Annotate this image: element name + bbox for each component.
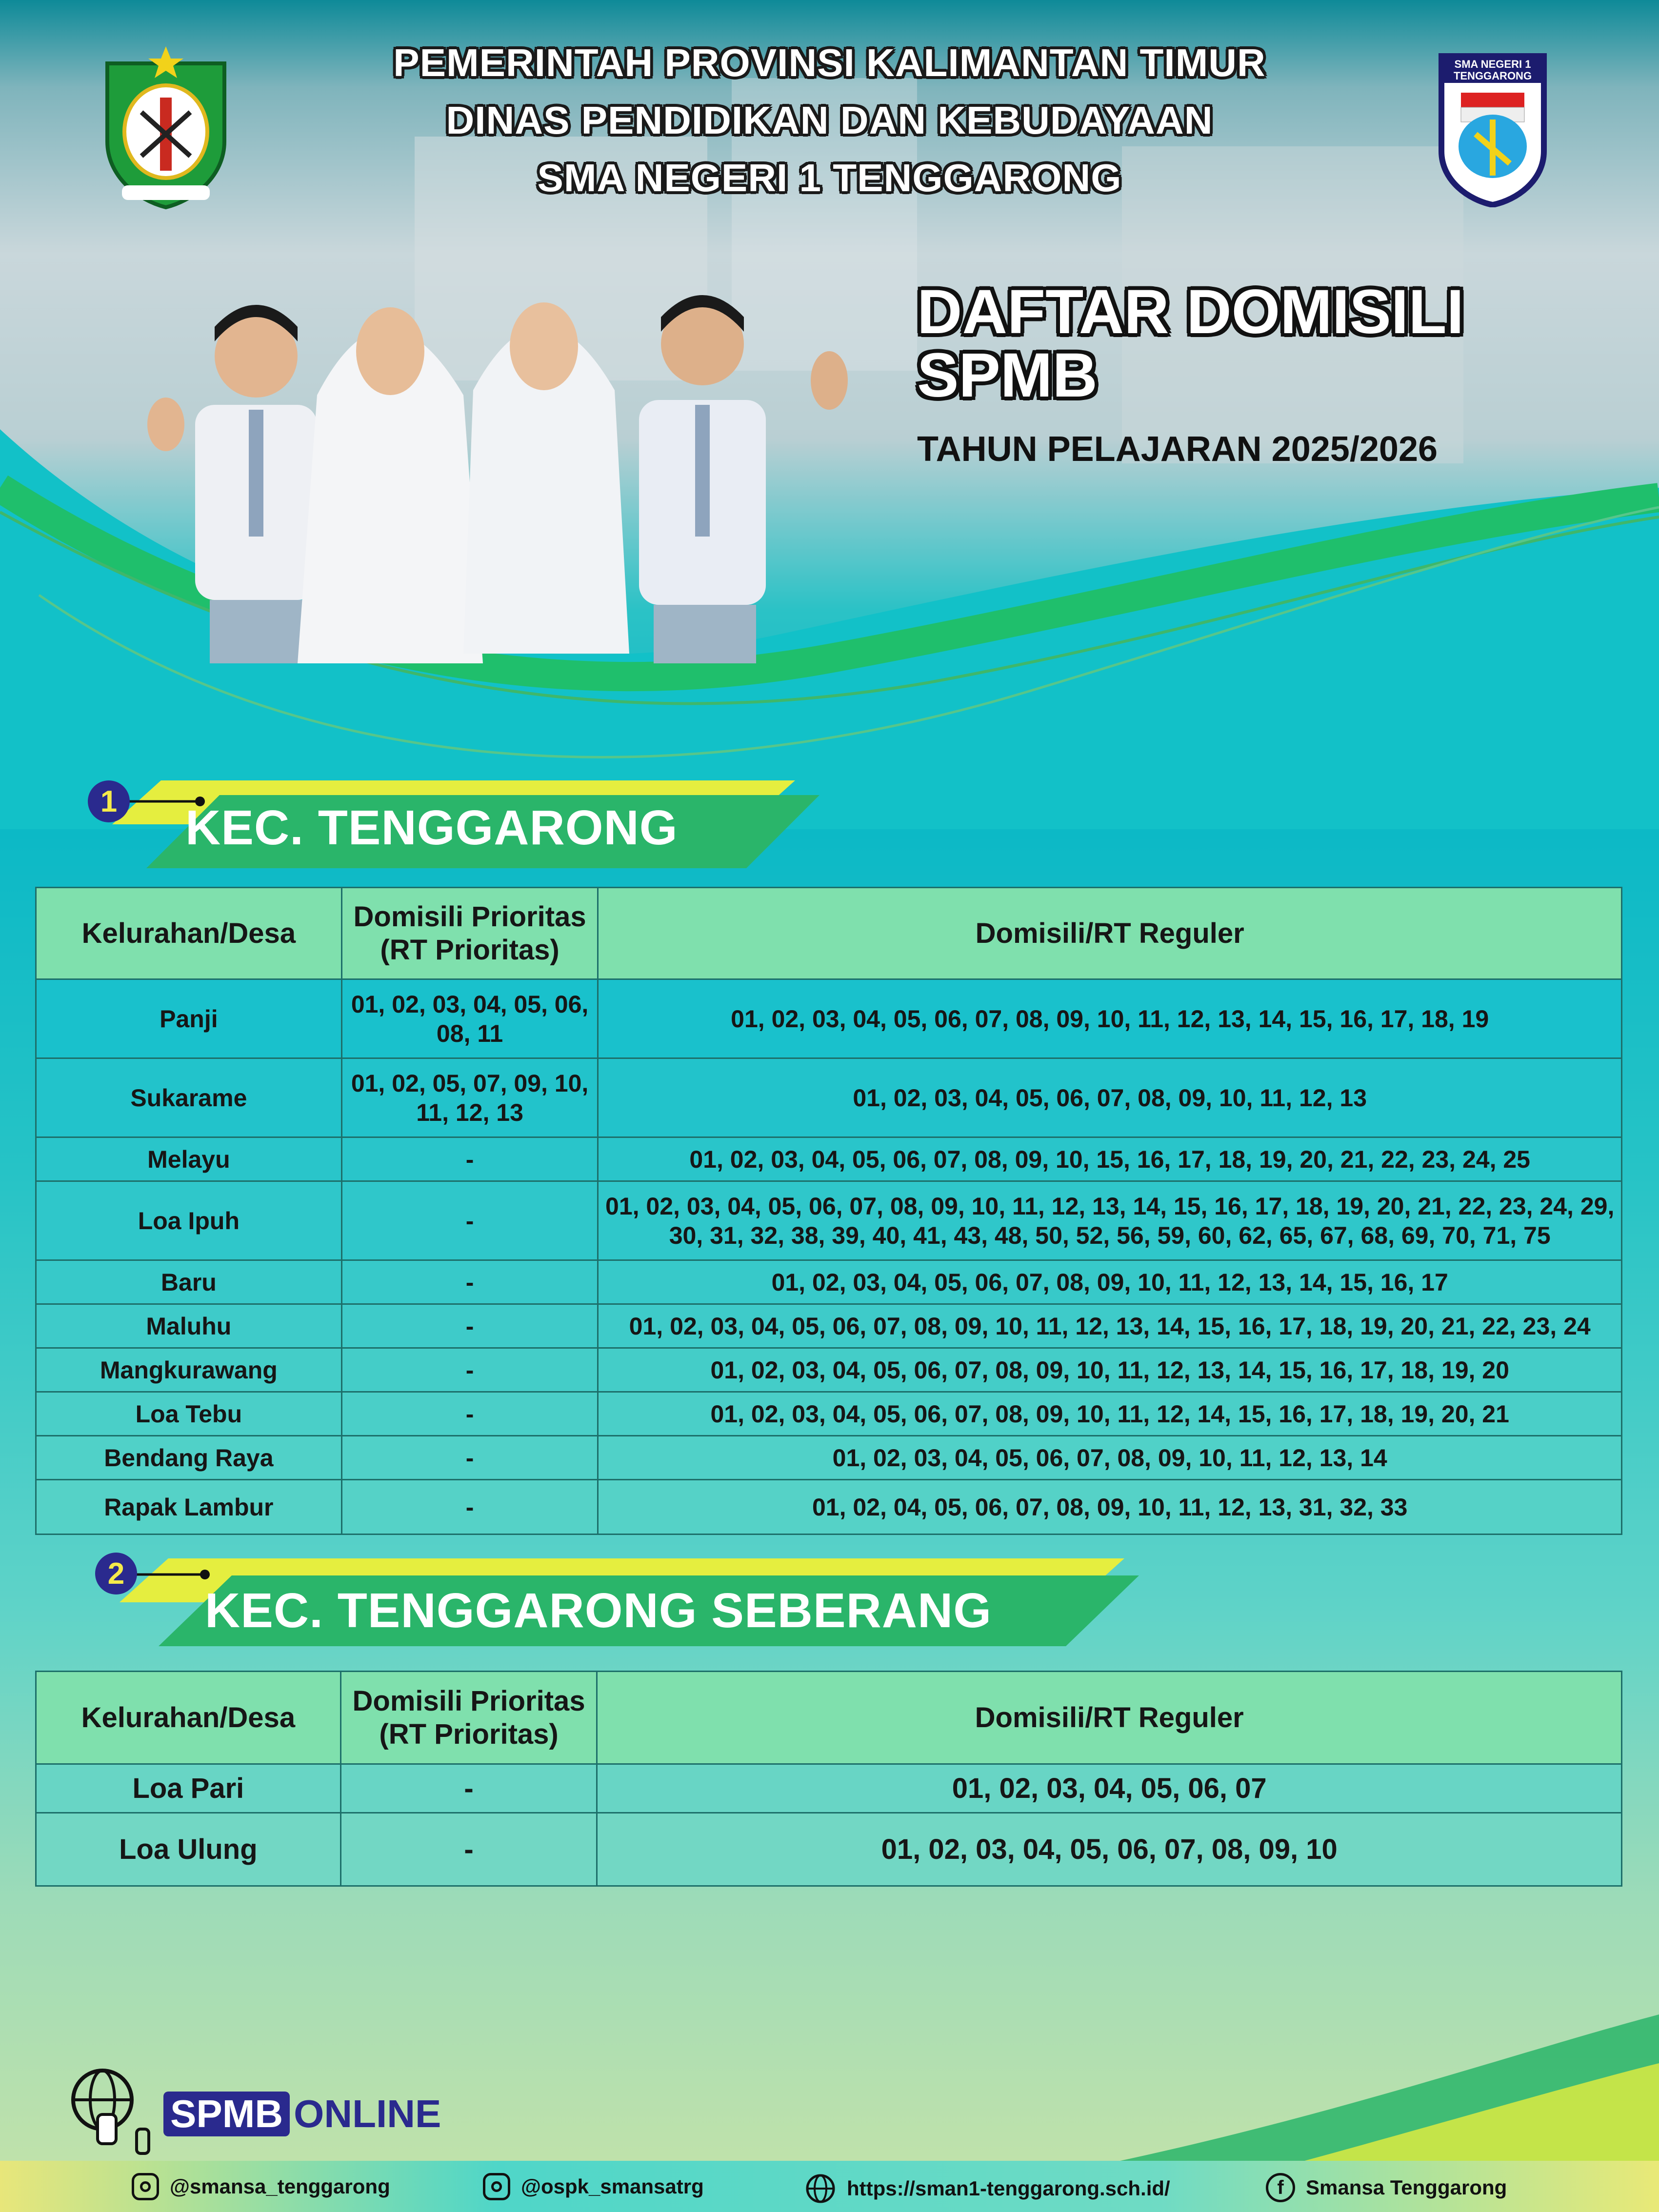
institution-header xyxy=(0,34,1659,207)
desa-cell: Loa Tebu xyxy=(36,1392,342,1436)
reguler-cell: 01, 02, 03, 04, 05, 06, 07, 08, 09, 10, 11, 12, 13, 14, 15, 16, 17, 18, 19, 20, 21, 22, 23, 24 xyxy=(598,1304,1622,1348)
table-row xyxy=(36,979,1622,1058)
reguler-cell: 01, 02, 03, 04, 05, 06, 07 xyxy=(597,1764,1622,1813)
reguler-cell: 01, 02, 03, 04, 05, 06, 07, 08, 09, 10, 11, 12, 13, 14, 15, 16, 17, 18, 19, 20 xyxy=(598,1348,1622,1392)
instagram-1-label: @smansa_tenggarong xyxy=(170,2175,390,2198)
section2-title: KEC. TENGGARONG SEBERANG xyxy=(205,1583,992,1638)
document-subtitle: TAHUN PELAJARAN 2025/2026 xyxy=(917,430,1438,469)
title-line-2: SPMB xyxy=(917,340,1098,410)
desa-cell: Melayu xyxy=(36,1137,342,1181)
document-title xyxy=(917,277,1464,410)
desa-cell: Rapak Lambur xyxy=(36,1480,342,1534)
table-row xyxy=(36,1764,1622,1813)
reguler-cell: 01, 02, 03, 04, 05, 06, 07, 08, 09, 10, 11, 12, 13, 14, 15, 16, 17, 18, 19, 20, 21, 22, 23, 24, 29, 30, 31, 32, 38, 39, 40, 41, 43, 48, 50, 52, 56, 59, 60, 62, 65, 67, 68, 69, 70, 71, 75 xyxy=(598,1181,1622,1260)
table-row xyxy=(36,1348,1622,1392)
spmb-online-brand xyxy=(163,2092,441,2136)
prioritas-cell: - xyxy=(341,1480,598,1534)
column-header-desa: Kelurahan/Desa xyxy=(36,1672,341,1764)
reguler-cell: 01, 02, 03, 04, 05, 06, 07, 08, 09, 10, 15, 16, 17, 18, 19, 20, 21, 22, 23, 24, 25 xyxy=(598,1137,1622,1181)
brand-spmb: SPMB xyxy=(163,2092,290,2136)
table-row xyxy=(36,1436,1622,1480)
facebook-label: Smansa Tenggarong xyxy=(1306,2176,1507,2199)
header-line-department: DINAS PENDIDIKAN DAN KEBUDAYAAN xyxy=(446,99,1213,142)
reguler-cell: 01, 02, 03, 04, 05, 06, 07, 08, 09, 10 xyxy=(597,1813,1622,1886)
prioritas-cell: - xyxy=(341,1304,598,1348)
reguler-cell: 01, 02, 03, 04, 05, 06, 07, 08, 09, 10, 11, 12, 13, 14 xyxy=(598,1436,1622,1480)
section1-title: KEC. TENGGARONG xyxy=(185,800,678,855)
table-row xyxy=(36,1058,1622,1137)
reguler-cell: 01, 02, 03, 04, 05, 06, 07, 08, 09, 10, 11, 12, 13, 14, 15, 16, 17 xyxy=(598,1260,1622,1304)
instagram-icon xyxy=(483,2173,510,2200)
prioritas-cell: - xyxy=(341,1137,598,1181)
website-label: https://sman1-tenggarong.sch.id/ xyxy=(847,2177,1170,2200)
table-row xyxy=(36,1181,1622,1260)
header-line-province: PEMERINTAH PROVINSI KALIMANTAN TIMUR xyxy=(393,41,1266,84)
table-row xyxy=(36,1304,1622,1348)
table-row xyxy=(36,1813,1622,1886)
desa-cell: Maluhu xyxy=(36,1304,342,1348)
footer-instagram-1[interactable] xyxy=(132,2173,390,2200)
table-row xyxy=(36,1480,1622,1534)
table-row xyxy=(36,1392,1622,1436)
desa-cell: Baru xyxy=(36,1260,342,1304)
reguler-cell: 01, 02, 04, 05, 06, 07, 08, 09, 10, 11, 12, 13, 31, 32, 33 xyxy=(598,1480,1622,1534)
prioritas-cell: - xyxy=(340,1813,597,1886)
desa-cell: Panji xyxy=(36,979,342,1058)
prioritas-cell: 01, 02, 05, 07, 09, 10, 11, 12, 13 xyxy=(341,1058,598,1137)
table-row xyxy=(36,1260,1622,1304)
footer-website-link[interactable] xyxy=(805,2173,1170,2204)
desa-cell: Mangkurawang xyxy=(36,1348,342,1392)
section2-table xyxy=(35,1671,1622,1887)
prioritas-cell: - xyxy=(341,1348,598,1392)
reguler-cell: 01, 02, 03, 04, 05, 06, 07, 08, 09, 10, 11, 12, 14, 15, 16, 17, 18, 19, 20, 21 xyxy=(598,1392,1622,1436)
desa-cell: Loa Ipuh xyxy=(36,1181,342,1260)
table-row xyxy=(36,1137,1622,1181)
footer-facebook[interactable] xyxy=(1266,2173,1507,2202)
reguler-cell: 01, 02, 03, 04, 05, 06, 07, 08, 09, 10, 11, 12, 13, 14, 15, 16, 17, 18, 19 xyxy=(598,979,1622,1058)
instagram-icon xyxy=(132,2173,159,2200)
column-header-prioritas: Domisili Prioritas (RT Prioritas) xyxy=(340,1672,597,1764)
prioritas-cell: - xyxy=(341,1392,598,1436)
prioritas-cell: - xyxy=(341,1260,598,1304)
header-line-school: SMA NEGERI 1 TENGGARONG xyxy=(537,156,1122,199)
desa-cell: Loa Pari xyxy=(36,1764,341,1813)
desa-cell: Sukarame xyxy=(36,1058,342,1137)
globe-hand-icon xyxy=(63,2066,156,2158)
column-header-prioritas: Domisili Prioritas (RT Prioritas) xyxy=(341,888,598,979)
facebook-icon: f xyxy=(1266,2173,1295,2202)
prioritas-cell: - xyxy=(340,1764,597,1813)
section2-number-badge: 2 xyxy=(95,1553,137,1594)
prioritas-cell: 01, 02, 03, 04, 05, 06, 08, 11 xyxy=(341,979,598,1058)
brand-online: ONLINE xyxy=(294,2092,441,2135)
desa-cell: Loa Ulung xyxy=(36,1813,341,1886)
prioritas-cell: - xyxy=(341,1436,598,1480)
instagram-2-label: @ospk_smansatrg xyxy=(521,2175,704,2198)
desa-cell: Bendang Raya xyxy=(36,1436,342,1480)
column-header-reguler: Domisili/RT Reguler xyxy=(598,888,1622,979)
section1-number-badge: 1 xyxy=(88,780,130,822)
school-logo-label: SMA NEGERI 1 TENGGARONG xyxy=(1453,58,1532,82)
section1-table xyxy=(35,887,1622,1535)
prioritas-cell: - xyxy=(341,1181,598,1260)
title-line-1: DAFTAR DOMISILI xyxy=(917,277,1464,347)
globe-icon xyxy=(805,2173,836,2204)
column-header-reguler: Domisili/RT Reguler xyxy=(597,1672,1622,1764)
reguler-cell: 01, 02, 03, 04, 05, 06, 07, 08, 09, 10, 11, 12, 13 xyxy=(598,1058,1622,1137)
bottom-wave-decoration xyxy=(0,1975,1659,2171)
students-photo xyxy=(132,263,898,663)
footer-instagram-2[interactable] xyxy=(483,2173,704,2200)
column-header-desa: Kelurahan/Desa xyxy=(36,888,342,979)
